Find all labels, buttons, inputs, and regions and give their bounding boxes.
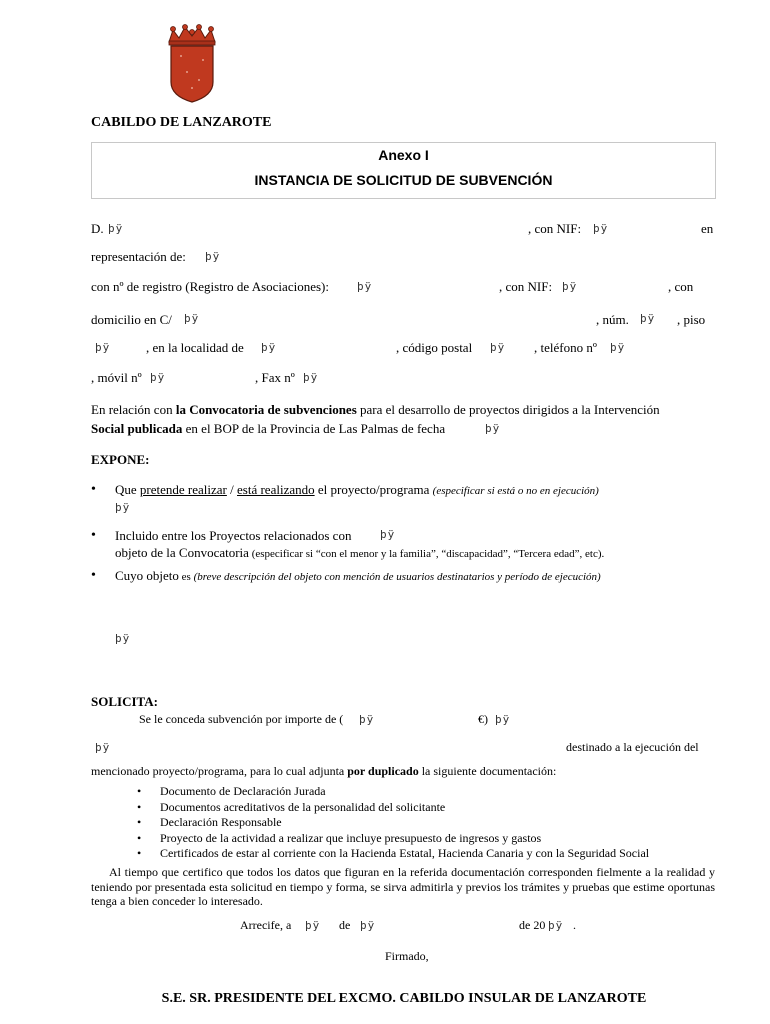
telefono-label: , teléfono nº [534,340,597,355]
date-period: . [573,918,576,932]
bullet: • [91,528,96,543]
piso-label: , piso [677,312,706,327]
expone-item-1: Que pretende realizar / está realizando el proyecto/programa (especificar si está o no en ejecución) [115,482,599,497]
fecha-bop-field[interactable]: þÿ [485,422,501,435]
document-item: • Proyecto de la actividad a realizar que incluye presupuesto de ingresos y gastos [132,831,649,847]
objeto-field[interactable]: þÿ [115,632,131,645]
en-label: en [701,221,714,236]
importe-field[interactable]: þÿ [359,713,375,726]
expone-heading: EXPONE: [91,452,150,467]
fax-label: , Fax nº [255,370,295,385]
de-label: de [339,918,351,932]
certifico-paragraph: Al tiempo que certifico que todos los datos que figuran en la referida documentación corresponden fielmente a la realidad y teniendo por presentada esta solicitud en tiempo y forma, se sirva admitirla y previos los trámites y pruebas que estime oportunas tenga a bien conceder lo interesado. [91,865,715,908]
de20-label: de 20 [519,918,546,932]
addressee: S.E. SR. PRESIDENTE DEL EXCMO. CABILDO INSULAR DE LANZAROTE [161,991,647,1006]
organization-name: CABILDO DE LANZAROTE [91,115,272,130]
arrecife-label: Arrecife, a [240,918,292,932]
document-item: • Documentos acreditativos de la personalidad del solicitante [132,800,649,816]
importe-label: Se le conceda subvención por importe de ( [139,712,344,726]
name-field[interactable]: þÿ [108,222,124,235]
cp-label: , código postal [396,340,473,355]
nif-field[interactable]: þÿ [593,222,609,235]
localidad-label: , en la localidad de [146,340,244,355]
con-label: , con [668,279,694,294]
document-item: • Certificados de estar al corriente con la Hacienda Estatal, Hacienda Canaria y con la Seguridad Social [132,846,649,862]
fax-field[interactable]: þÿ [303,371,319,384]
d-label: D. [91,221,104,236]
expone-item-2: Incluido entre los Proyectos relacionados con [115,528,352,543]
euro-label: €) [478,712,488,726]
movil-field[interactable]: þÿ [150,371,166,384]
document-item: • Documento de Declaración Jurada [132,784,649,800]
annex-label: Anexo I [378,147,429,163]
proyecto-field[interactable]: þÿ [115,501,131,514]
expone-item-2-line-2: objeto de la Convocatoria (especificar si “con el menor y la familia”, “discapacidad”, “Tercera edad”, etc). [115,545,605,560]
solicita-heading: SOLICITA: [91,694,158,709]
proyectos-field[interactable]: þÿ [380,528,396,541]
expone-item-3: Cuyo objeto es (breve descripción del objeto con mención de usuarios destinatarios y período de ejecución) [115,568,601,583]
firmado-label: Firmado, [385,949,429,963]
day-field[interactable]: þÿ [305,919,321,932]
relacion-line-2: Social publicada en el BOP de la Provincia de Las Palmas de fecha [91,421,446,436]
domicilio-field[interactable]: þÿ [184,312,200,325]
destinado-field[interactable]: þÿ [95,741,111,754]
representacion-label: representación de: [91,249,186,264]
year-field[interactable]: þÿ [548,919,564,932]
month-field[interactable]: þÿ [360,919,376,932]
mencionado-line: mencionado proyecto/programa, para lo cual adjunta por duplicado la siguiente documentación: [91,764,557,778]
movil-label: , móvil nº [91,370,142,385]
bullet: • [91,568,96,583]
domicilio-label: domicilio en C/ [91,312,172,327]
num-label: , núm. [596,312,629,327]
destinado-label: destinado a la ejecución del [566,740,699,754]
nif-label: , con NIF: [528,221,582,236]
cp-field[interactable]: þÿ [490,341,506,354]
nif2-field[interactable]: þÿ [562,280,578,293]
registro-label: con nº de registro (Registro de Asociaciones): [91,279,329,294]
document-item: • Declaración Responsable [132,815,649,831]
registro-field[interactable]: þÿ [357,280,373,293]
num-field[interactable]: þÿ [640,312,656,325]
telefono-field[interactable]: þÿ [610,341,626,354]
piso-field[interactable]: þÿ [95,341,111,354]
documents-list [132,784,649,862]
relacion-line-1: En relación con la Convocatoria de subvenciones para el desarrollo de proyectos dirigidos a la Intervención [91,402,660,417]
nif2-label: , con NIF: [499,279,553,294]
coat-of-arms-icon [163,24,221,104]
importe-letras-field[interactable]: þÿ [495,713,511,726]
representacion-field[interactable]: þÿ [205,250,221,263]
bullet: • [91,482,96,497]
form-title: INSTANCIA DE SOLICITUD DE SUBVENCIÓN [254,172,553,188]
localidad-field[interactable]: þÿ [261,341,277,354]
